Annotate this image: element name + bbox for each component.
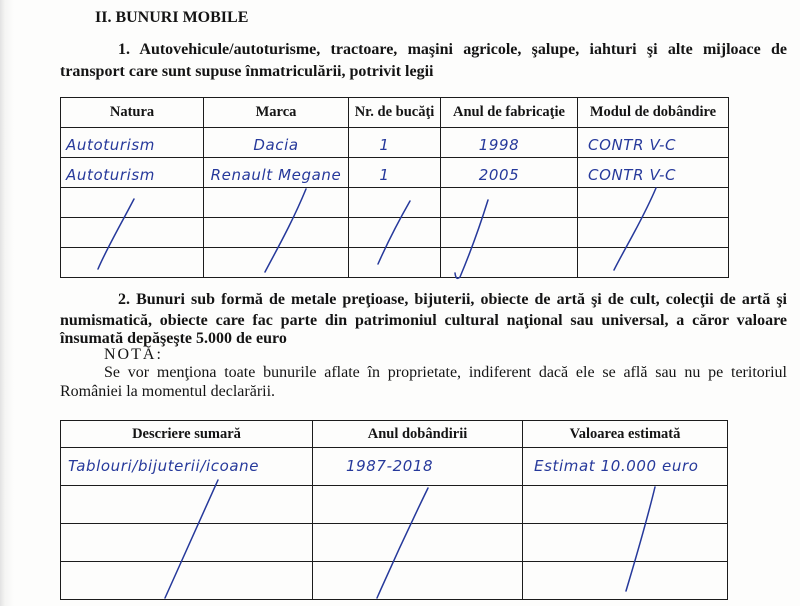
table-row bbox=[61, 448, 728, 486]
blank-cell bbox=[61, 218, 204, 248]
blank-cell bbox=[523, 562, 728, 600]
table-row-blank bbox=[61, 486, 728, 524]
column-header-valoarea-estimata: Valoarea estimată bbox=[523, 421, 728, 448]
blank-cell bbox=[523, 486, 728, 524]
valuables-table bbox=[60, 420, 728, 600]
note-line-1: Se vor menţiona toate bunurile aflate în proprietate, indiferent dacă ele se află sau nu pe teritoriul bbox=[104, 364, 787, 381]
table-row-blank bbox=[61, 562, 728, 600]
blank-cell bbox=[349, 218, 441, 248]
blank-cell bbox=[313, 562, 523, 600]
column-header-marca: Marca bbox=[204, 98, 349, 128]
blank-cell bbox=[578, 218, 729, 248]
valuables-heading-line-3: însumată depăşeşte 5.000 de euro bbox=[60, 330, 287, 347]
cell-marca: Renault Megane bbox=[204, 158, 349, 188]
valuables-heading-line-1: 2. Bunuri sub formă de metale preţioase, bijuterii, obiecte de artă şi de cult, colecţii de artă şi bbox=[118, 291, 787, 308]
cell-anul-dobandirii: 1987-2018 bbox=[313, 448, 523, 486]
blank-cell bbox=[349, 188, 441, 218]
blank-cell bbox=[61, 562, 313, 600]
table-row bbox=[61, 128, 729, 158]
section-title: II. BUNURI MOBILE bbox=[95, 9, 249, 26]
cell-modul-dobandire: CONTR V-C bbox=[578, 158, 729, 188]
blank-cell bbox=[441, 248, 578, 278]
blank-cell bbox=[349, 248, 441, 278]
cell-nr-bucati: 1 bbox=[349, 128, 441, 158]
cell-marca: Dacia bbox=[204, 128, 349, 158]
column-header-nr-bucati: Nr. de bucăţi bbox=[349, 98, 441, 128]
blank-cell bbox=[204, 248, 349, 278]
cell-natura: Autoturism bbox=[61, 128, 204, 158]
table-header-row bbox=[61, 98, 729, 128]
blank-cell bbox=[578, 188, 729, 218]
valuables-heading-line-2: numismatică, obiecte care fac parte din patrimoniul cultural naţional sau universal, a căror valoare bbox=[60, 312, 787, 329]
blank-cell bbox=[61, 188, 204, 218]
column-header-anul-dobandirii: Anul dobândirii bbox=[313, 421, 523, 448]
table-row bbox=[61, 158, 729, 188]
cell-valoare: Estimat 10.000 euro bbox=[523, 448, 728, 486]
blank-cell bbox=[313, 486, 523, 524]
column-header-anul-fabricatiei: Anul de fabricaţie bbox=[441, 98, 578, 128]
cell-descriere: Tablouri/bijuterii/icoane bbox=[61, 448, 313, 486]
blank-cell bbox=[204, 218, 349, 248]
column-header-natura: Natura bbox=[61, 98, 204, 128]
blank-cell bbox=[61, 486, 313, 524]
table-row-blank bbox=[61, 524, 728, 562]
table-row-blank bbox=[61, 248, 729, 278]
cell-anul-fabricatiei: 1998 bbox=[441, 128, 578, 158]
note-line-2: României la momentul declarării. bbox=[60, 383, 276, 400]
cell-nr-bucati: 1 bbox=[349, 158, 441, 188]
cell-natura: Autoturism bbox=[61, 158, 204, 188]
blank-cell bbox=[61, 524, 313, 562]
blank-cell bbox=[578, 248, 729, 278]
vehicles-heading-line-2: transport care sunt supuse înmatriculării, potrivit legii bbox=[60, 63, 434, 80]
cell-anul-fabricatiei: 2005 bbox=[441, 158, 578, 188]
column-header-descriere: Descriere sumară bbox=[61, 421, 313, 448]
blank-cell bbox=[523, 524, 728, 562]
cell-modul-dobandire: CONTR V-C bbox=[578, 128, 729, 158]
blank-cell bbox=[441, 218, 578, 248]
vehicles-heading-line-1: 1. Autovehicule/autoturisme, tractoare, maşini agricole, şalupe, iahturi şi alte mijloace de bbox=[118, 41, 787, 58]
table-header-row bbox=[61, 421, 728, 448]
blank-cell bbox=[313, 524, 523, 562]
note-label: NOTĂ: bbox=[104, 346, 163, 363]
blank-cell bbox=[441, 188, 578, 218]
vehicles-table bbox=[60, 97, 729, 278]
column-header-modul-dobandire: Modul de dobândire bbox=[578, 98, 729, 128]
blank-cell bbox=[204, 188, 349, 218]
blank-cell bbox=[61, 248, 204, 278]
table-row-blank bbox=[61, 218, 729, 248]
table-row-blank bbox=[61, 188, 729, 218]
